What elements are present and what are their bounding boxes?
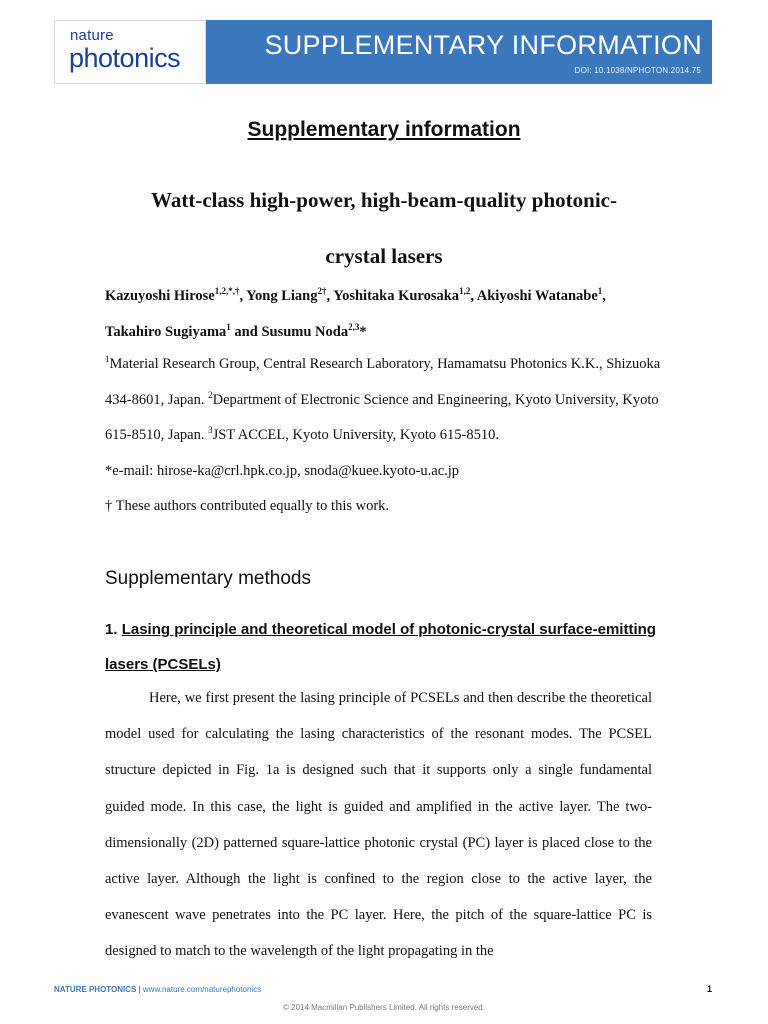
author-affiliation-marker: 1 — [597, 286, 603, 297]
doi-label: DOI: 10.1038/NPHOTON.2014.75 — [574, 66, 701, 75]
supplementary-title: Supplementary information — [247, 118, 521, 141]
paper-title-line-1: Watt-class high-power, high-beam-quality photonic- — [151, 188, 617, 212]
section-title: Lasing principle and theoretical model of photonic-crystal surface-emitting lasers (PCSELs) — [105, 621, 656, 673]
copyright-notice: © 2014 Macmillan Publishers Limited. All rights reserved. — [283, 1003, 485, 1012]
footer-url-link[interactable]: www.nature.com/naturephotonics — [142, 985, 262, 994]
author-separator: , — [470, 288, 477, 304]
author-separator: , — [326, 288, 334, 304]
affiliation-marker: 3 — [208, 425, 213, 436]
author-separator: , — [602, 288, 606, 304]
page-number: 1 — [707, 984, 713, 994]
banner-title: SUPPLEMENTARY INFORMATION — [264, 30, 702, 60]
methods-heading: Supplementary methods — [105, 568, 311, 589]
author-separator: and — [230, 324, 262, 340]
author-list — [105, 278, 665, 350]
author-name: Yong Liang — [246, 288, 318, 304]
affiliation-2: Department of Electronic Science and Engineering, Kyoto University, Kyoto 615-8510, Japan. — [105, 391, 659, 443]
body-paragraph: Here, we first present the lasing principle of PCSELs and then describe the theoretical model used for calculating the lasing characteristics of the resonant modes. The PCSEL structure depicted in Fig. 1a is designed such that it supports only a single fundamental guided mode. In this case, the light is guided and amplified in the active layer. The two-dimensionally (2D) patterned square-lattice photonic crystal (PC) layer is placed close to the active layer. Although the light is confined to the region close to the active layer, the evanescent wave penetrates into the PC layer. Here, the pitch of the square-lattice PC is designed to match to the wavelength of the light propagating in the — [105, 690, 652, 960]
author-separator: , — [239, 288, 247, 304]
footer-divider: | — [136, 985, 143, 994]
author — [105, 288, 246, 304]
author-name: Susumu Noda — [261, 324, 349, 340]
author — [261, 324, 366, 340]
author — [333, 288, 477, 304]
author-separator: * — [359, 324, 367, 340]
affiliation-marker: 1 — [105, 354, 110, 365]
author-affiliation-marker: 1,2 — [459, 286, 471, 297]
section-heading — [105, 612, 665, 682]
affiliations — [105, 347, 665, 525]
affiliation-3: JST ACCEL, Kyoto University, Kyoto 615-8510. — [212, 427, 499, 443]
author — [477, 288, 606, 304]
author-affiliation-marker: 1,2,*,† — [214, 286, 240, 297]
journal-logo — [54, 20, 206, 84]
corresponding-email: *e-mail: hirose-ka@crl.hpk.co.jp, snoda@kuee.kyoto-u.ac.jp — [105, 462, 460, 479]
affiliation-1: Material Research Group, Central Research Laboratory, Hamamatsu Photonics K.K., Shizuoka 434-8601, Japan. — [105, 356, 661, 408]
author-name: Takahiro Sugiyama — [105, 324, 227, 340]
author-name: Akiyoshi Watanabe — [476, 288, 598, 304]
author-name: Yoshitaka Kurosaka — [333, 288, 460, 304]
affiliation-marker: 2 — [208, 389, 213, 400]
author-name: Kazuyoshi Hirose — [105, 288, 215, 304]
footer-journal-name: NATURE PHOTONICS — [54, 985, 137, 994]
author-affiliation-marker: 1 — [226, 322, 231, 333]
paper-title — [0, 172, 768, 284]
equal-contribution-note: † These authors contributed equally to this work. — [105, 498, 390, 514]
footer-journal-info — [54, 985, 261, 994]
author-affiliation-marker: 2,3 — [348, 322, 360, 333]
logo-text-bottom: photonics — [69, 43, 181, 73]
author — [105, 324, 261, 340]
author-affiliation-marker: 2† — [317, 286, 327, 297]
author — [246, 288, 333, 304]
paper-title-line-2: crystal lasers — [325, 244, 443, 268]
logo-text-top: nature — [70, 27, 114, 44]
section-number: 1. — [105, 621, 122, 638]
